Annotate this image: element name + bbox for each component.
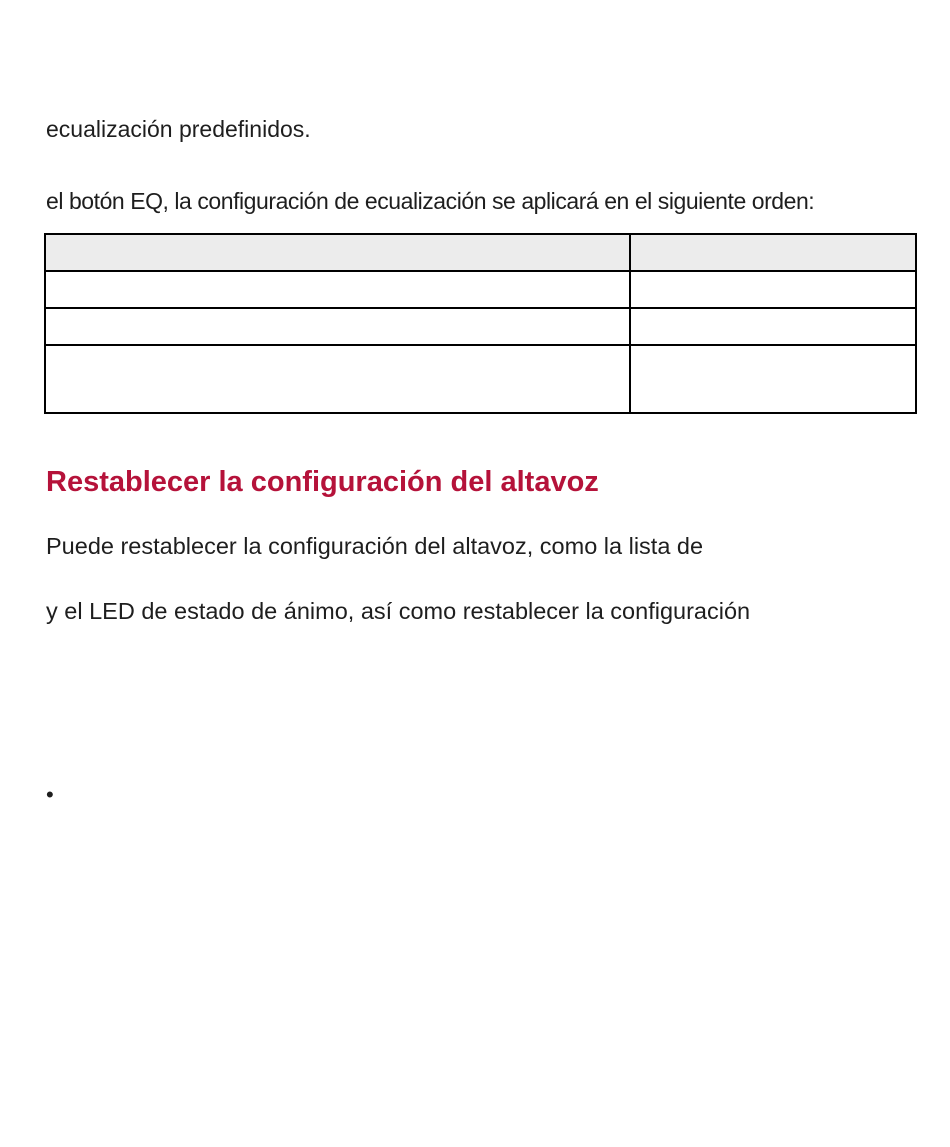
intro-text-line-2: el botón EQ, la configuración de ecualización se aplicará en el siguiente orden:: [46, 188, 815, 214]
intro-text-line-1: ecualización predefinidos.: [46, 116, 311, 142]
table-cell: [45, 271, 630, 308]
table-cell: [630, 308, 916, 345]
table-row: [45, 345, 916, 413]
table-cell: [630, 345, 916, 413]
table-header-cell: [45, 234, 630, 271]
table-cell: [45, 345, 630, 413]
table-row: [45, 308, 916, 345]
table-header-cell: [630, 234, 916, 271]
table-cell: [45, 308, 630, 345]
section-title-reset-speaker: Restablecer la configuración del altavoz: [46, 466, 599, 498]
table-row: [45, 271, 916, 308]
table-cell: [630, 271, 916, 308]
reset-text-line-1: Puede restablecer la configuración del altavoz, como la lista de: [46, 533, 704, 559]
eq-order-table: [44, 233, 917, 414]
bullet-marker: •: [46, 782, 54, 807]
table-header-row: [45, 234, 916, 271]
reset-text-line-2: y el LED de estado de ánimo, así como restablecer la configuración: [46, 598, 751, 624]
